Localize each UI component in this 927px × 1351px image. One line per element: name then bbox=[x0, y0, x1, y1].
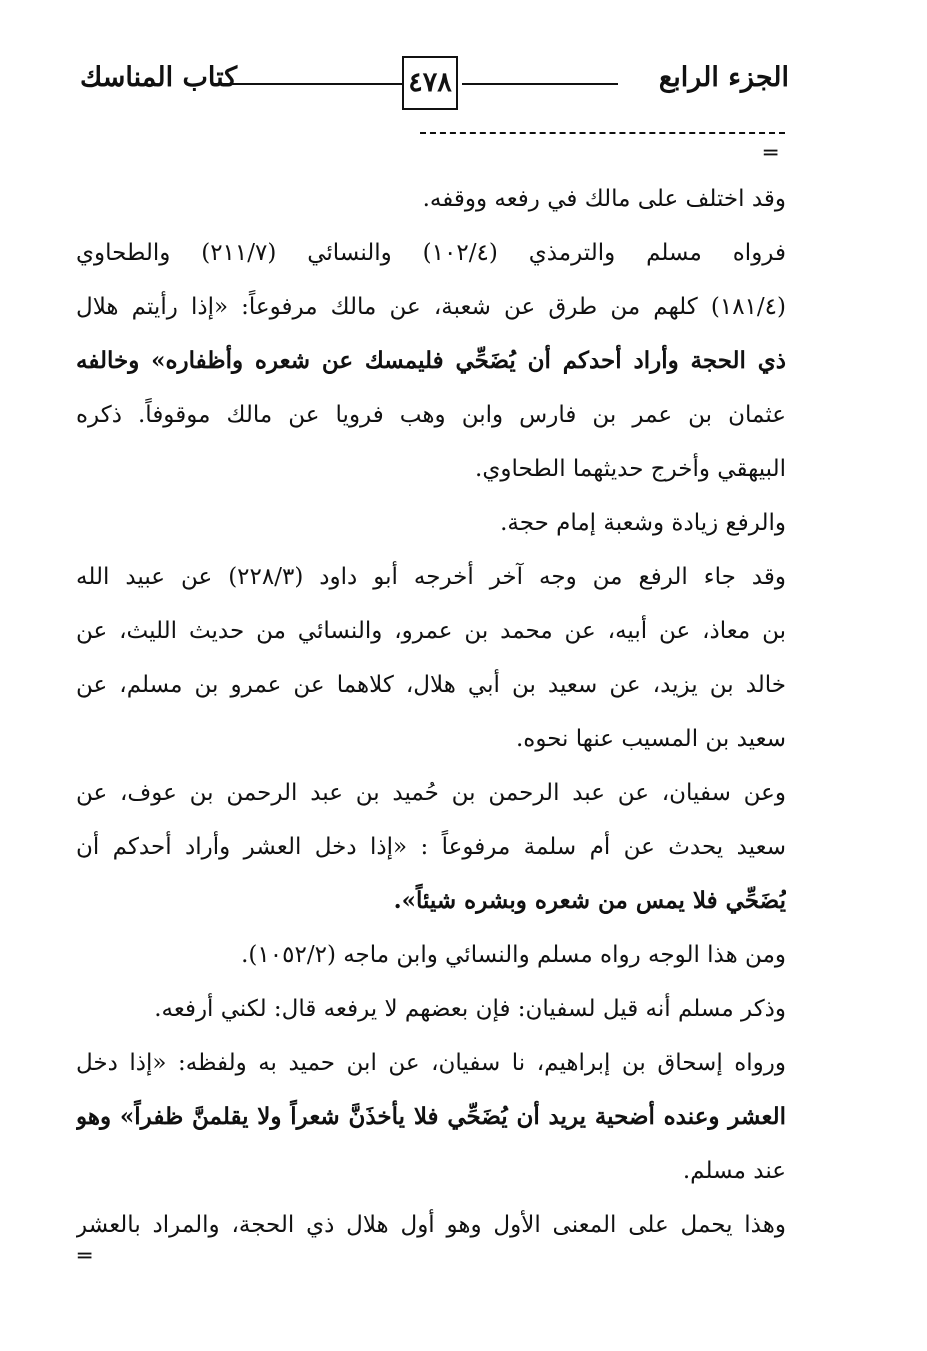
text-line: ورواه إسحاق بن إبراهيم، نا سفيان، عن ابن حميد به ولفظه: «إذا دخل bbox=[76, 1050, 786, 1076]
text-line: سعيد بن المسيب عنها نحوه. bbox=[515, 726, 786, 752]
text-line: والرفع زيادة وشعبة إمام حجة. bbox=[500, 510, 786, 536]
page-number: ٤٧٨ bbox=[402, 56, 458, 110]
text-line: عثمان بن عمر بن فارس وابن وهب فرويا عن مالك موقوفاً. ذكره bbox=[76, 402, 786, 428]
text-line: ومن هذا الوجه رواه مسلم والنسائي وابن ماجه (١٠٥٢/٢). bbox=[241, 942, 786, 968]
text-line: البيهقي وأخرج حديثهما الطحاوي. bbox=[475, 456, 786, 482]
text-line: وذكر مسلم أنه قيل لسفيان: فإن بعضهم لا يرفعه قال: لكني أرفعه. bbox=[154, 996, 786, 1022]
header-separator bbox=[420, 132, 785, 134]
continuation-mark-top: ═ bbox=[764, 140, 778, 166]
text-line: يُضَحِّي فلا يمس من شعره وبشره شيئاً». bbox=[393, 887, 786, 914]
text-line: (١٨١/٤) كلهم من طرق عن شعبة، عن مالك مرفوعاً: «إذا رأيتم هلال bbox=[76, 294, 786, 320]
text-line: بن معاذ، عن أبيه، عن محمد بن عمرو، والنسائي من حديث الليث، عن bbox=[76, 618, 786, 644]
text-line: وقد جاء الرفع من وجه آخر أخرجه أبو داود (٢٢٨/٣) عن عبيد الله bbox=[76, 564, 786, 590]
running-header-volume: الجزء الرابع bbox=[658, 62, 789, 93]
header-rule-right bbox=[462, 83, 618, 85]
text-line: العشر وعنده أضحية يريد أن يُضَحِّي فلا يأخذَنَّ شعراً ولا يقلمنَّ ظفراً» وهو bbox=[76, 1103, 786, 1130]
text-line: خالد بن يزيد، عن سعيد بن أبي هلال، كلاهما عن عمرو بن مسلم، عن bbox=[76, 672, 786, 698]
text-line: عند مسلم. bbox=[682, 1158, 786, 1184]
continuation-mark-bottom: ═ bbox=[78, 1243, 92, 1269]
text-line: فرواه مسلم والترمذي (١٠٢/٤) والنسائي (٢١١/٧) والطحاوي bbox=[76, 240, 786, 266]
header-rule-left bbox=[212, 83, 402, 85]
body-text bbox=[76, 172, 786, 1252]
text-line: وهذا يحمل على المعنى الأول وهو أول هلال ذي الحجة، والمراد بالعشر bbox=[76, 1212, 786, 1238]
text-line: وقد اختلف على مالك في رفعه ووقفه. bbox=[422, 186, 786, 212]
running-header-book: كتاب المناسك bbox=[80, 62, 238, 93]
text-line: وعن سفيان، عن عبد الرحمن بن حُميد بن عبد الرحمن بن عوف، عن bbox=[76, 780, 786, 806]
text-line: سعيد يحدث عن أم سلمة مرفوعاً : «إذا دخل العشر وأراد أحدكم أن bbox=[76, 834, 786, 860]
text-line: ذي الحجة وأراد أحدكم أن يُضَحِّي فليمسك عن شعره وأظفاره» وخالفه bbox=[76, 347, 786, 374]
